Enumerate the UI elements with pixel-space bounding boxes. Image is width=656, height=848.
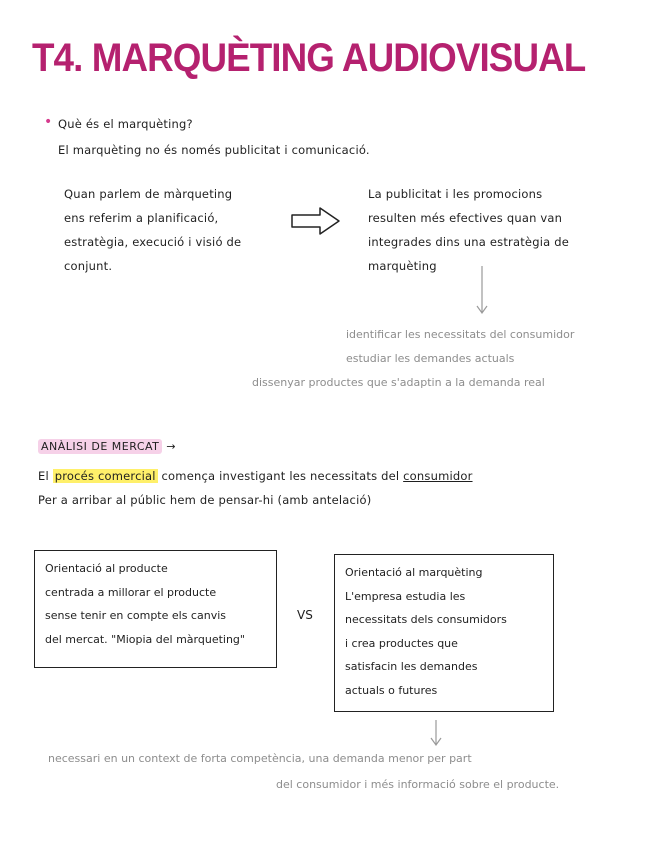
box-line: actuals o futures [345, 683, 438, 697]
box-line: i crea productes que [345, 636, 458, 650]
box-line: necessitats dels consumidors [345, 613, 507, 626]
line-text: El [38, 469, 49, 483]
page-title: T4. MARQUÈTING AUDIOVISUAL [32, 36, 586, 80]
bullet-dot: • [44, 114, 53, 130]
underlined-term: consumidor [403, 469, 473, 483]
audience-line: Per a arribar al públic hem de pensar-hi (amb antelació) [38, 493, 372, 507]
advertising-line: integrades dins una estratègia de [368, 235, 569, 249]
box-line: satisfacin les demandes [345, 660, 478, 673]
grey-note: dissenyar productes que s'adaptin a la demanda real [252, 376, 545, 389]
grey-note: del consumidor i més informació sobre el producte. [276, 778, 560, 791]
grey-note: estudiar les demandes actuals [346, 352, 515, 365]
box-line: L'empresa estudia les [345, 589, 466, 603]
down-arrow-icon [428, 718, 444, 748]
line-text: comença investigant les necessitats del [161, 469, 400, 483]
grey-note: identificar les necessitats del consumidor [346, 328, 575, 341]
arrow-icon: → [166, 440, 177, 453]
marketing-orientation-box [334, 554, 554, 712]
box-line: sense tenir en compte els canvis [45, 609, 226, 622]
planning-line: Quan parlem de màrqueting [64, 187, 233, 201]
advertising-line: marquèting [368, 259, 437, 273]
down-arrow-icon [474, 264, 490, 316]
box-line: Orientació al producte [45, 562, 168, 575]
definition: El marquèting no és només publicitat i comunicació. [58, 143, 370, 157]
box-line: Orientació al marquèting [345, 566, 483, 579]
commercial-process-line [38, 464, 473, 488]
grey-note: necessari en un context de forta competència, una demanda menor per part [48, 752, 472, 765]
question: Què és el marquèting? [58, 117, 193, 131]
product-orientation-box [34, 550, 277, 668]
box-line: centrada a millorar el producte [45, 585, 217, 599]
planning-line: conjunt. [64, 259, 113, 273]
section-heading-label: ANÀLISI DE MERCAT [38, 439, 162, 454]
versus-label: VS [297, 608, 313, 622]
right-arrow-icon [290, 205, 342, 237]
advertising-line: resulten més efectives quan van [368, 211, 563, 225]
planning-line: ens referim a planificació, [64, 211, 219, 225]
highlighted-term: procés comercial [54, 469, 156, 483]
advertising-note [368, 182, 618, 278]
section-heading [38, 440, 176, 453]
box-line: del mercat. "Miopia del màrqueting" [45, 632, 245, 646]
planning-line: estratègia, execució i visió de [64, 235, 242, 249]
planning-note [64, 182, 274, 278]
advertising-line: La publicitat i les promocions [368, 187, 543, 201]
